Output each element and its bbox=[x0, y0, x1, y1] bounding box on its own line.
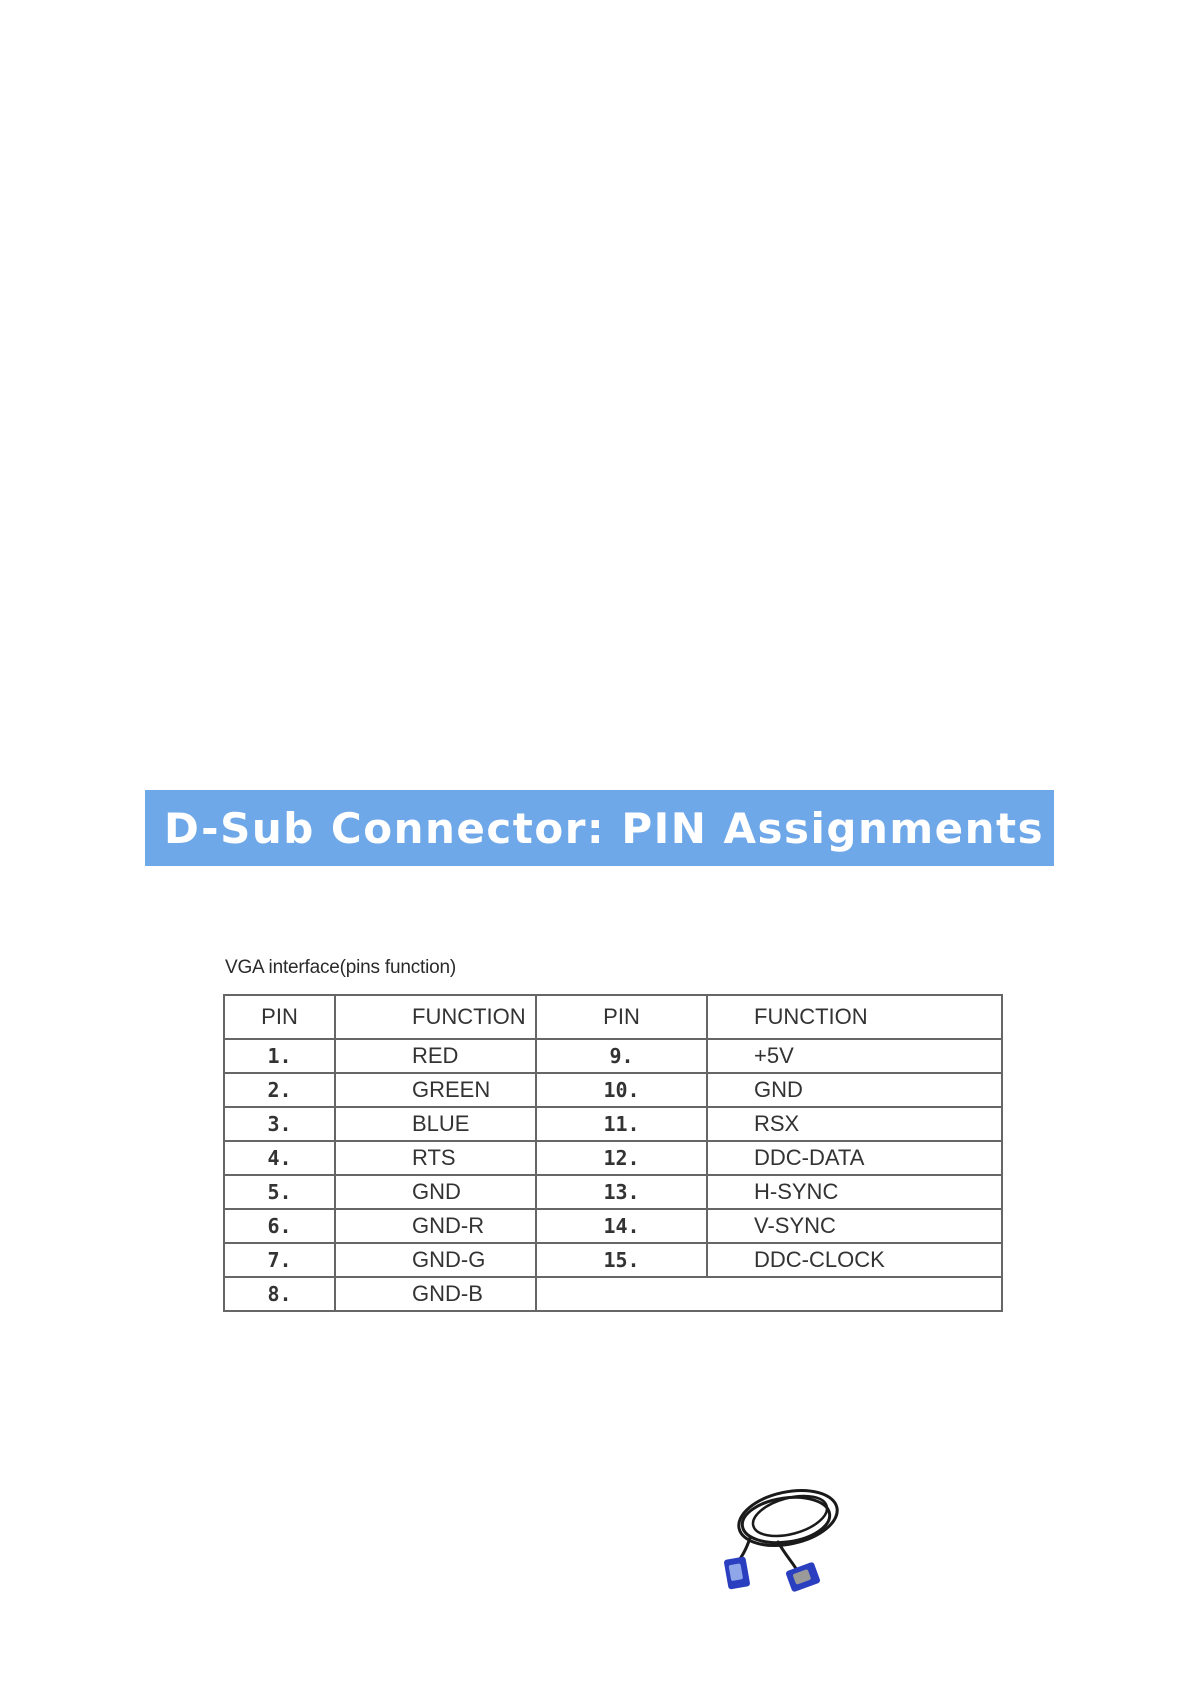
pin-number: 6. bbox=[224, 1209, 335, 1243]
section-banner bbox=[145, 790, 1054, 866]
column-header-pin: PIN bbox=[536, 995, 707, 1039]
section-title: D-Sub Connector: PIN Assignments bbox=[164, 803, 1045, 853]
table-row bbox=[224, 1277, 1002, 1311]
pin-function: GND-B bbox=[335, 1277, 536, 1311]
pin-number: 10. bbox=[536, 1073, 707, 1107]
pin-function: GND bbox=[335, 1175, 536, 1209]
pin-function: DDC-CLOCK bbox=[707, 1243, 1002, 1277]
pin-function: RED bbox=[335, 1039, 536, 1073]
pin-number: 8. bbox=[224, 1277, 335, 1311]
pin-function: +5V bbox=[707, 1039, 1002, 1073]
pin-number: 5. bbox=[224, 1175, 335, 1209]
pin-function: V-SYNC bbox=[707, 1209, 1002, 1243]
table-row bbox=[224, 1107, 1002, 1141]
table-row bbox=[224, 1209, 1002, 1243]
table-row bbox=[224, 1243, 1002, 1277]
pin-number: 11. bbox=[536, 1107, 707, 1141]
table-row bbox=[224, 1141, 1002, 1175]
table-header-row bbox=[224, 995, 1002, 1039]
pin-function: GND-G bbox=[335, 1243, 536, 1277]
pin-function: GREEN bbox=[335, 1073, 536, 1107]
pin-number: 15. bbox=[536, 1243, 707, 1277]
pin-assignment-table bbox=[223, 994, 1003, 1312]
table-caption: VGA interface(pins function) bbox=[225, 957, 456, 978]
vga-cable-icon bbox=[722, 1478, 844, 1598]
column-header-pin: PIN bbox=[224, 995, 335, 1039]
pin-number: 14. bbox=[536, 1209, 707, 1243]
pin-function: GND bbox=[707, 1073, 1002, 1107]
pin-number: 7. bbox=[224, 1243, 335, 1277]
pin-function: BLUE bbox=[335, 1107, 536, 1141]
pin-number: 12. bbox=[536, 1141, 707, 1175]
pin-number: 3. bbox=[224, 1107, 335, 1141]
pin-function: RTS bbox=[335, 1141, 536, 1175]
column-header-function: FUNCTION bbox=[335, 995, 536, 1039]
pin-function: RSX bbox=[707, 1107, 1002, 1141]
empty-cell bbox=[536, 1277, 1002, 1311]
pin-number: 9. bbox=[536, 1039, 707, 1073]
pin-function: GND-R bbox=[335, 1209, 536, 1243]
table-row bbox=[224, 1073, 1002, 1107]
pin-function: H-SYNC bbox=[707, 1175, 1002, 1209]
pin-number: 13. bbox=[536, 1175, 707, 1209]
pin-number: 4. bbox=[224, 1141, 335, 1175]
table-row bbox=[224, 1175, 1002, 1209]
pin-number: 2. bbox=[224, 1073, 335, 1107]
table-row bbox=[224, 1039, 1002, 1073]
pin-function: DDC-DATA bbox=[707, 1141, 1002, 1175]
column-header-function: FUNCTION bbox=[707, 995, 1002, 1039]
pin-number: 1. bbox=[224, 1039, 335, 1073]
